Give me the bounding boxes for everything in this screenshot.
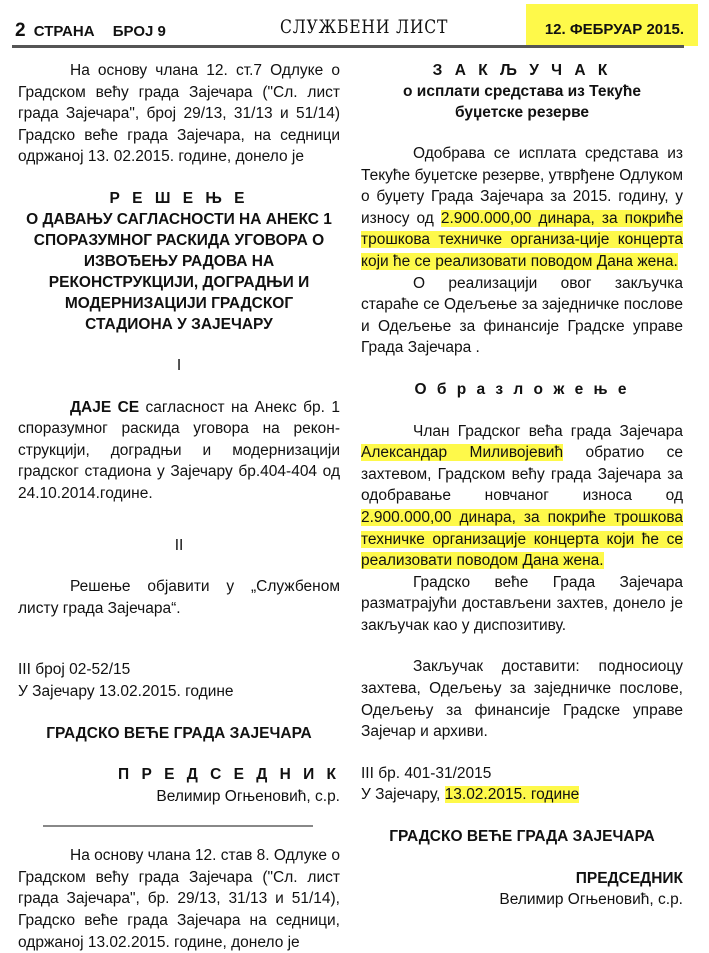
date-highlight xyxy=(526,4,698,46)
explanation-paragraph-1 xyxy=(361,421,683,572)
place-date-highlight: 13.02.2015. године xyxy=(444,786,580,804)
para3-highlight-amount: 2.900.000,00 динара, за покриће трошкова техничке организације концерта који ће се реализовати поводом Дана жена. xyxy=(361,508,683,570)
council-name: ГРАДСКО ВЕЋЕ ГРАДА ЗАЈЕЧАРА xyxy=(389,828,655,846)
section-1-text: сагласност на Анекс бр. 1 споразумног раскида уговора на рекон-струкцији, доградњи и модернизацији градског стадиона у Зајечару бр.404-404 од 24.10.2014.године. xyxy=(18,398,340,502)
section-1-bold: ДАЈЕ СЕ xyxy=(70,398,140,416)
para3-text: Члан Градског већа града Зајечара xyxy=(413,422,683,440)
right-column xyxy=(361,60,683,911)
left-column xyxy=(18,60,340,953)
para3-highlight-name: Александар Миливојевић xyxy=(361,444,564,462)
president-name: Велимир Огњеновић, с.р. xyxy=(156,787,340,805)
para1-highlight: 2.900.000,00 динара, за покриће трошкова техничке организа-ције концерта који ће се реализовати поводом Дана жена. xyxy=(361,209,683,270)
page-header xyxy=(12,10,692,44)
president-name: Велимир Огњеновић, с.р. xyxy=(499,891,683,909)
intro-paragraph: На основу члана 12. ст.7 Одлуке о Градском већу града Зајечара ("Сл. лист града Зајечара", број 29/13, 31/13 и 51/14) Градско веће града Зајечара, на седници одржаној 13. 02.2015. године, донело је xyxy=(18,62,340,166)
explanation-paragraph-3: Закључак доставити: подносиоцу захтева, Одељењу за заједничке послове, Одељењу за финансије Градске управе Зајечар и архиви. xyxy=(361,658,683,741)
conclusion-subtitle-line: буџетске резерве xyxy=(454,104,590,121)
section-1-label: I xyxy=(176,356,182,374)
decision-subtitle-line: МОДЕРНИЗАЦИЈИ ГРАДСКОГ xyxy=(64,294,294,312)
page-number: 2 xyxy=(15,20,26,41)
section-2-label: II xyxy=(174,536,184,554)
conclusion-paragraph-2: О реализацији овог закључка стараће се Одељење за заједничке послове и Одељење за финансије Градске управе Града Зајечара . xyxy=(361,274,683,357)
conclusion-title: З А К Љ У Ч А К xyxy=(432,62,612,79)
conclusion-paragraph-1 xyxy=(361,143,683,273)
next-intro-paragraph: На основу члана 12. став 8. Одлуке о Градском већу града Зајечара ("Сл. лист града Зајечара", бр. 29/13, 31/13 и 51/14), Градско веће града Зајечара на седници, одржаној 13.02.2015. године, донело је xyxy=(18,847,340,951)
conclusion-subtitle-line: о исплати средстава из Текуће xyxy=(403,83,641,100)
issue-number: БРОЈ 9 xyxy=(112,23,166,40)
section-2-paragraph: Решење објавити у „Службеном листу града Зајечара“. xyxy=(18,578,340,617)
place-date xyxy=(361,784,683,806)
publication-title: СЛУЖБЕНИ ЛИСТ xyxy=(280,16,449,38)
page-label: СТРАНА xyxy=(33,23,95,40)
explanation-title: О б р а з л о ж е њ е xyxy=(414,380,630,398)
president-title: П Р Е Д С Е Д Н И К xyxy=(118,766,340,784)
section-divider xyxy=(43,825,313,827)
place-date: У Зајечару 13.02.2015. године xyxy=(18,682,234,700)
decision-subtitle-line: СТАДИОНА У ЗАЈЕЧАРУ xyxy=(85,315,273,333)
decision-subtitle-line: РЕКОНСТРУКЦИЈИ, ДОГРАДЊИ И xyxy=(48,273,310,291)
reference-number: III бр. 401-31/2015 xyxy=(361,764,492,782)
decision-heading xyxy=(18,188,340,335)
publication-date: 12. ФЕБРУАР 2015. xyxy=(544,21,684,38)
conclusion-heading xyxy=(361,60,683,123)
header-divider xyxy=(12,45,684,48)
decision-subtitle-line: СПОРАЗУМНОГ РАСКИДА УГОВОРА О xyxy=(33,231,325,249)
council-name: ГРАДСКО ВЕЋЕ ГРАДА ЗАЈЕЧАРА xyxy=(46,724,312,742)
place-prefix: У Зајечару, xyxy=(361,786,445,804)
page-info xyxy=(15,20,166,42)
president-title: ПРЕДСЕДНИК xyxy=(575,869,683,887)
reference-number: III број 02-52/15 xyxy=(18,661,131,679)
decision-subtitle-line: О ДАВАЊУ САГЛАСНОСТИ НА АНЕКС 1 xyxy=(26,210,332,228)
decision-title: Р Е Ш Е Њ Е xyxy=(109,189,249,207)
decision-subtitle-line: ИЗВОЂЕЊУ РАДОВА НА xyxy=(83,252,275,270)
section-1-paragraph xyxy=(18,397,340,505)
para3-mid: обратио се захтевом, Градском већу града Зајечара за одобравање новчаног износа од xyxy=(361,444,683,505)
para1-text: Одобрава се исплата средстава из Текуће буџетске резерве, утврђене Одлуком о буџету Града Зајечара за 2015. годину, у износу од xyxy=(361,145,683,227)
explanation-paragraph-2: Градско веће Града Зајечара разматрајући достављени захтев, донело је закључак као у диспозитиву. xyxy=(361,573,683,634)
